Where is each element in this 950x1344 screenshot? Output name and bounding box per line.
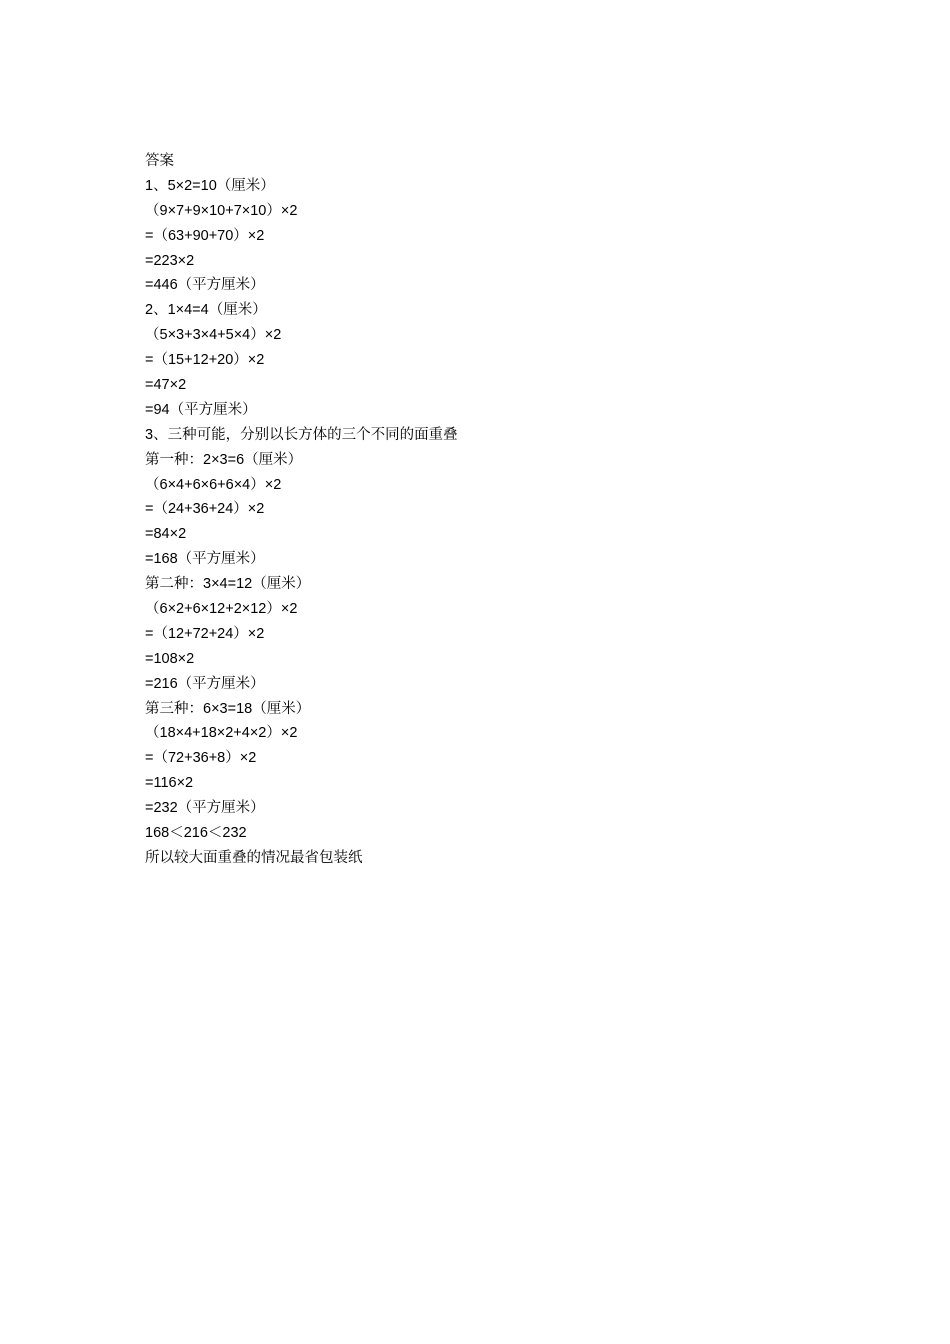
q2-step-line: =（15+12+20）×2 [145, 352, 265, 369]
q3-case3-step-line: =116×2 [145, 775, 194, 792]
q3-case2-line: 第二种：3×4=12（厘米） [145, 576, 311, 593]
q3-case2-step-line: =108×2 [145, 650, 195, 667]
q3-case2-result-line: =216（平方厘米） [145, 675, 265, 692]
q1-step-line: =（63+90+70）×2 [145, 227, 265, 244]
q3-case3-step-line: =（72+36+8）×2 [145, 750, 257, 767]
conclusion-line: 所以较大面重叠的情况最省包装纸 [145, 849, 363, 866]
q1-formula-line: （9×7+9×10+7×10）×2 [145, 202, 298, 219]
q3-case3-line: 第三种：6×3=18（厘米） [145, 700, 311, 717]
document-page [145, 149, 805, 871]
q2-formula-line: （5×3+3×4+5×4）×2 [145, 327, 282, 344]
q2-result-line: =94（平方厘米） [145, 401, 257, 418]
q3-case3-result-line: =232（平方厘米） [145, 800, 265, 817]
q1-result-line: =446（平方厘米） [145, 277, 265, 294]
answer-title: 答案 [145, 153, 174, 169]
q3-case1-result-line: =168（平方厘米） [145, 551, 265, 568]
q3-case2-step-line: =（12+72+24）×2 [145, 625, 265, 642]
q2-answer-line: 2、1×4=4（厘米） [145, 302, 267, 319]
q1-step-line: =223×2 [145, 252, 195, 269]
q3-case1-step-line: =（24+36+24）×2 [145, 501, 265, 518]
q1-answer-line: 1、5×2=10（厘米） [145, 177, 275, 194]
comparison-line: 168＜216＜232 [145, 825, 247, 842]
q3-case1-formula-line: （6×4+6×6+6×4）×2 [145, 476, 282, 493]
q2-step-line: =47×2 [145, 377, 187, 394]
q3-case3-formula-line: （18×4+18×2+4×2）×2 [145, 725, 298, 742]
q3-case2-formula-line: （6×2+6×12+2×12）×2 [145, 601, 298, 618]
q3-intro-line: 3、三种可能，分别以长方体的三个不同的面重叠 [145, 426, 458, 443]
q3-case1-step-line: =84×2 [145, 526, 187, 543]
q3-case1-line: 第一种：2×3=6（厘米） [145, 451, 303, 468]
